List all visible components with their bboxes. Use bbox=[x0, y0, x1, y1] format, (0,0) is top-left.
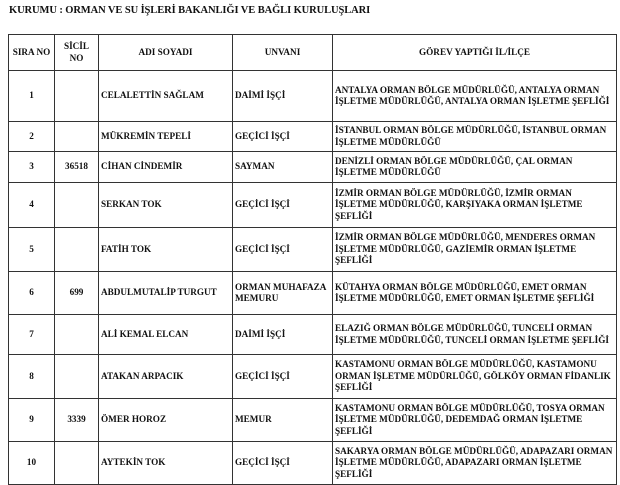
table-row bbox=[9, 71, 617, 122]
duty-location-cell: İZMİR ORMAN BÖLGE MÜDÜRLÜĞÜ, MENDERES ORMAN İŞLETME MÜDÜRLÜĞÜ, GAZİEMİR ORMAN İŞLETME ŞEFLİĞİ bbox=[333, 228, 617, 272]
duty-location-cell: KÜTAHYA ORMAN BÖLGE MÜDÜRLÜĞÜ, EMET ORMAN İŞLETME MÜDÜRLÜĞÜ, EMET ORMAN İŞLETME ŞEFLİĞİ bbox=[333, 272, 617, 315]
name-cell: AYTEKİN TOK bbox=[99, 442, 233, 485]
header-unvani: UNVANI bbox=[233, 35, 333, 71]
sira-no-cell: 3 bbox=[9, 152, 55, 183]
sira-no-cell: 9 bbox=[9, 399, 55, 442]
duty-location-cell: DENİZLİ ORMAN BÖLGE MÜDÜRLÜĞÜ, ÇAL ORMAN İŞLETME MÜDÜRLÜĞÜ bbox=[333, 152, 617, 183]
sira-no-cell: 5 bbox=[9, 228, 55, 272]
title-cell: GEÇİCİ İŞÇİ bbox=[233, 442, 333, 485]
name-cell: FATİH TOK bbox=[99, 228, 233, 272]
sicil-no-cell bbox=[55, 183, 99, 228]
duty-location-cell: KASTAMONU ORMAN BÖLGE MÜDÜRLÜĞÜ, KASTAMONU ORMAN İŞLETME MÜDÜRLÜĞÜ, GÖLKÖY ORMAN FİDANLIK ŞEFLİĞİ bbox=[333, 355, 617, 399]
duty-location-cell: ANTALYA ORMAN BÖLGE MÜDÜRLÜĞÜ, ANTALYA ORMAN İŞLETME MÜDÜRLÜĞÜ, ANTALYA ORMAN İŞLETME ŞEFLİĞİ bbox=[333, 71, 617, 122]
table-row bbox=[9, 228, 617, 272]
table-row bbox=[9, 183, 617, 228]
table-row bbox=[9, 315, 617, 355]
sira-no-cell: 4 bbox=[9, 183, 55, 228]
table-header-row bbox=[9, 35, 617, 71]
title-cell: GEÇİCİ İŞÇİ bbox=[233, 183, 333, 228]
sicil-no-cell bbox=[55, 315, 99, 355]
header-sira-no: SIRA NO bbox=[9, 35, 55, 71]
name-cell: ABDULMUTALİP TURGUT bbox=[99, 272, 233, 315]
sicil-no-cell: 36518 bbox=[55, 152, 99, 183]
title-cell: GEÇİCİ İŞÇİ bbox=[233, 122, 333, 152]
title-cell: DAİMİ İŞÇİ bbox=[233, 315, 333, 355]
sira-no-cell: 6 bbox=[9, 272, 55, 315]
title-cell: GEÇİCİ İŞÇİ bbox=[233, 228, 333, 272]
sicil-no-cell: 3339 bbox=[55, 399, 99, 442]
sira-no-cell: 2 bbox=[9, 122, 55, 152]
table-row bbox=[9, 122, 617, 152]
sicil-no-cell bbox=[55, 228, 99, 272]
name-cell: SERKAN TOK bbox=[99, 183, 233, 228]
duty-location-cell: İSTANBUL ORMAN BÖLGE MÜDÜRLÜĞÜ, İSTANBUL ORMAN İŞLETME MÜDÜRLÜĞÜ bbox=[333, 122, 617, 152]
table-row bbox=[9, 272, 617, 315]
sicil-no-cell bbox=[55, 71, 99, 122]
duty-location-cell: ELAZIĞ ORMAN BÖLGE MÜDÜRLÜĞÜ, TUNCELİ ORMAN İŞLETME MÜDÜRLÜĞÜ, TUNCELİ ORMAN İŞLETME ŞEFLİĞİ bbox=[333, 315, 617, 355]
name-cell: ÖMER HOROZ bbox=[99, 399, 233, 442]
table-row bbox=[9, 442, 617, 485]
title-cell: SAYMAN bbox=[233, 152, 333, 183]
sicil-no-cell bbox=[55, 122, 99, 152]
sicil-no-cell bbox=[55, 355, 99, 399]
header-sicil-no: SİCİL NO bbox=[55, 35, 99, 71]
sira-no-cell: 10 bbox=[9, 442, 55, 485]
sicil-no-cell: 699 bbox=[55, 272, 99, 315]
duty-location-cell: SAKARYA ORMAN BÖLGE MÜDÜRLÜĞÜ, ADAPAZARI ORMAN İŞLETME MÜDÜRLÜĞÜ, ADAPAZARI ORMAN İŞLETME ŞEFLİĞİ bbox=[333, 442, 617, 485]
header-adi-soyadi: ADI SOYADI bbox=[99, 35, 233, 71]
header-gorev: GÖREV YAPTIĞI İL/İLÇE bbox=[333, 35, 617, 71]
table-row bbox=[9, 355, 617, 399]
name-cell: CİHAN CİNDEMİR bbox=[99, 152, 233, 183]
table-row bbox=[9, 399, 617, 442]
duty-location-cell: İZMİR ORMAN BÖLGE MÜDÜRLÜĞÜ, İZMİR ORMAN İŞLETME MÜDÜRLÜĞÜ, KARŞIYAKA ORMAN İŞLETME ŞEFLİĞİ bbox=[333, 183, 617, 228]
title-cell: MEMUR bbox=[233, 399, 333, 442]
institution-title: KURUMU : ORMAN VE SU İŞLERİ BAKANLIĞI VE BAĞLI KURULUŞLARI bbox=[9, 5, 371, 16]
duty-location-cell: KASTAMONU ORMAN BÖLGE MÜDÜRLÜĞÜ, TOSYA ORMAN İŞLETME MÜDÜRLÜĞÜ, DEDEMDAĞ ORMAN İŞLETME ŞEFLİĞİ bbox=[333, 399, 617, 442]
title-cell: GEÇİCİ İŞÇİ bbox=[233, 355, 333, 399]
name-cell: CELALETTİN SAĞLAM bbox=[99, 71, 233, 122]
sira-no-cell: 7 bbox=[9, 315, 55, 355]
sicil-no-cell bbox=[55, 442, 99, 485]
personnel-table bbox=[8, 34, 617, 485]
name-cell: ALİ KEMAL ELCAN bbox=[99, 315, 233, 355]
name-cell: ATAKAN ARPACIK bbox=[99, 355, 233, 399]
sira-no-cell: 8 bbox=[9, 355, 55, 399]
sira-no-cell: 1 bbox=[9, 71, 55, 122]
title-cell: ORMAN MUHAFAZA MEMURU bbox=[233, 272, 333, 315]
table-row bbox=[9, 152, 617, 183]
title-cell: DAİMİ İŞÇİ bbox=[233, 71, 333, 122]
name-cell: MÜKREMİN TEPELİ bbox=[99, 122, 233, 152]
